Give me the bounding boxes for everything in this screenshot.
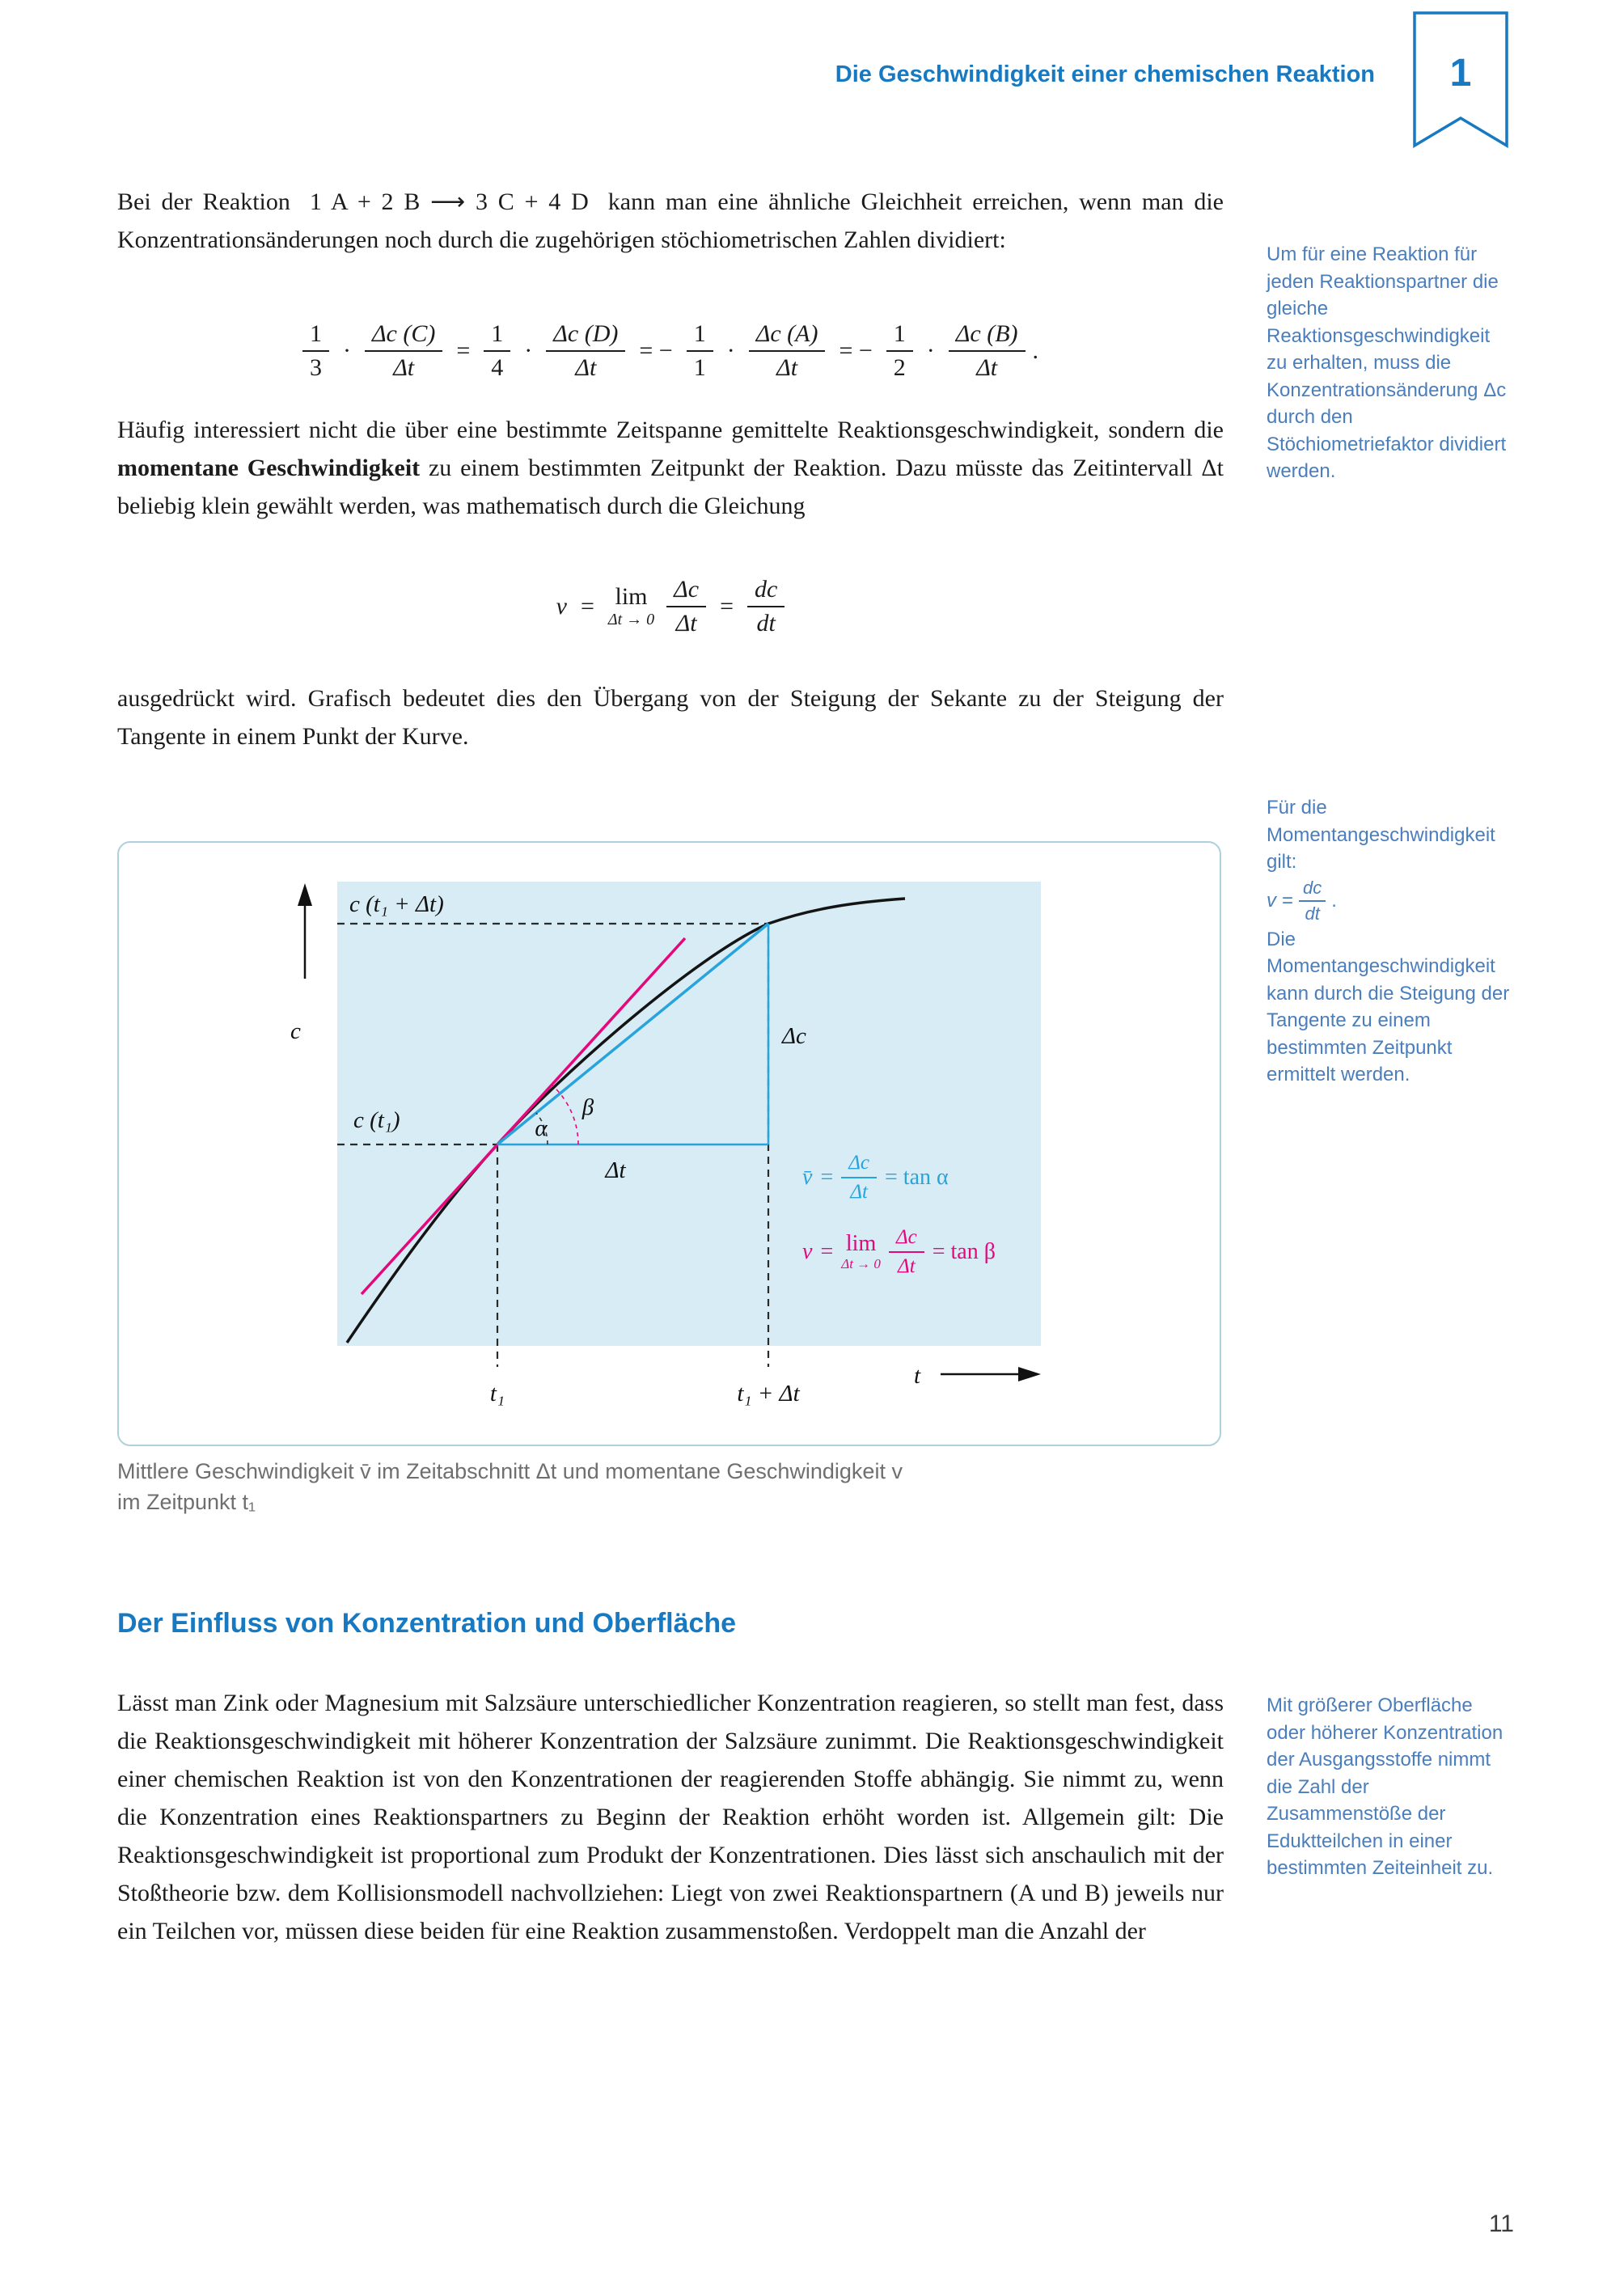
delta-fraction: $\frac{\Delta c}{\Delta t}$: [841, 1152, 877, 1203]
equals-sign: =: [820, 1164, 834, 1190]
y-axis-label: c: [290, 1018, 301, 1044]
label-beta: β: [582, 1094, 594, 1120]
figure-caption-line2: im Zeitpunkt t₁: [117, 1490, 256, 1514]
margin-note-momentary-velocity: [1267, 794, 1516, 1089]
limit-operator: lim Δt → 0: [607, 583, 655, 628]
delta-fraction: $\frac{\Delta c (C)}{\Delta t}$: [365, 320, 442, 381]
section-heading-konzentration-oberflaeche: Der Einfluss von Konzentration und Oberfläche: [117, 1608, 737, 1639]
equals-sign: =: [820, 1238, 834, 1264]
figure-caption: [117, 1456, 1224, 1517]
reaction-equation-inline: 1 A + 2 B ⟶ 3 C + 4 D: [309, 188, 589, 215]
concentration-time-plot: [119, 843, 1220, 1445]
label-delta-c: Δc: [782, 1023, 806, 1049]
equation-period: .: [1032, 336, 1039, 364]
paragraph-tangent: ausgedrückt wird. Grafisch bedeutet dies den Übergang von der Steigung der Sekante zu der Steigung der Tangente in einem Punkt der Kurve.: [117, 685, 1224, 750]
mean-velocity-equation: [802, 1152, 949, 1203]
label-delta-t: Δt: [605, 1157, 626, 1183]
equals-sign: =: [580, 592, 594, 620]
y-axis-arrowhead-icon: [298, 883, 312, 906]
figure-caption-line1: Mittlere Geschwindigkeit v̄ im Zeitabschnitt Δt und momentane Geschwindigkeit v: [117, 1459, 903, 1483]
paragraph-momentary: [117, 411, 1224, 525]
coefficient-fraction: $\frac{1}{2}$: [886, 320, 913, 381]
coefficient-fraction: $\frac{1}{4}$: [484, 320, 510, 381]
tan-alpha-term: = tan α: [885, 1164, 949, 1190]
margin-note-part2: Die Momentangeschwindigkeit kann durch die Steigung der Tangente zu einem bestimmten Zeitpunkt ermittelt werden.: [1267, 928, 1510, 1086]
delta-fraction: $\frac{\Delta c (A)}{\Delta t}$: [749, 320, 826, 381]
delta-fraction: $\frac{\Delta c}{\Delta t}$: [666, 576, 706, 637]
equals-sign: =: [456, 336, 471, 364]
multiplication-dot: ·: [342, 336, 351, 364]
limit-equation: [117, 576, 1224, 637]
multiplication-dot: ·: [926, 336, 935, 364]
tick-label-t1: t₁: [489, 1381, 505, 1407]
paragraph-momentary-part1: Häufig interessiert nicht die über eine bestimmte Zeitspanne gemittelte Reaktionsgeschwindigkeit, sondern die: [117, 417, 1224, 443]
equals-minus-sign: = −: [639, 336, 673, 364]
label-c-t1: c (t₁): [353, 1107, 400, 1133]
margin-note-formula: v = $\frac{dc}{dt}$ .: [1267, 877, 1337, 924]
chapter-bookmark-icon: [1412, 11, 1509, 150]
paragraph-momentary-part2: zu einem bestimmten Zeitpunkt der Reaktion. Dazu müsste das Zeitintervall Δt beliebig klein gewählt werden, was mathematisch durch die Gleichung: [117, 455, 1224, 519]
multiplication-dot: ·: [726, 336, 735, 364]
chapter-number: 1: [1449, 52, 1472, 95]
equals-minus-sign: = −: [839, 336, 873, 364]
margin-note-stoichiometry: Um für eine Reaktion für jeden Reaktionspartner die gleiche Reaktionsgeschwindigkeit zu erhalten, muss die Konzentrationsänderung Δc durch den Stöchiometriefaktor dividiert werden.: [1267, 243, 1507, 482]
paragraph-intro-part2: kann man eine ähnliche Gleichheit erreichen, wenn man die Konzentrationsänderungen noch durch die zugehörigen stöchiometrischen Zahlen dividiert:: [117, 188, 1224, 253]
delta-fraction: $\frac{\Delta c (B)}{\Delta t}$: [949, 320, 1026, 381]
paragraph-konzentration: Lässt man Zink oder Magnesium mit Salzsäure unterschiedlicher Konzentration reagieren, so stellt man fest, dass die Reaktionsgeschwindigkeit mit höherer Konzentration der Salzsäure zunimmt. Die Reaktionsgeschwindigkeit einer chemischen Reaktion ist von den Konzentrationen der reagierenden Stoffe abhängig. Sie nimmt zu, wenn die Konzentration eines Reaktionspartners zu Beginn der Reaktion erhöht worden ist. Allgemein gilt: Die Reaktionsgeschwindigkeit ist proportional zum Produkt der Konzentrationen. Dies lässt sich anschaulich mit der Stoßtheorie bzw. dem Kollisionsmodell nachvollziehen: Liegt von zwei Reaktionspartnern (A und B) jeweils nur ein Teilchen vor, müssen diese beiden für eine Reaktion zusammenstoßen. Verdoppelt man die Anzahl der: [117, 1690, 1224, 1944]
differential-fraction: $\frac{dc}{dt}$: [747, 576, 785, 637]
coefficient-fraction: $\frac{1}{3}$: [302, 320, 329, 381]
delta-fraction: $\frac{\Delta c (D)}{\Delta t}$: [546, 320, 625, 381]
margin-note-surface-concentration: Mit größerer Oberfläche oder höherer Konzentration der Ausgangsstoffe nimmt die Zahl der Zusammenstöße der Eduktteilchen in einer bestimmten Zeiteinheit zu.: [1267, 1694, 1503, 1879]
stoichiometry-equation: [117, 320, 1224, 381]
label-c-t1-dt: c (t₁ + Δt): [349, 891, 444, 917]
paragraph-intro-part1: Bei der Reaktion: [117, 188, 290, 215]
velocity-symbol: v: [556, 592, 567, 620]
x-axis-label: t: [914, 1363, 921, 1389]
multiplication-dot: ·: [524, 336, 533, 364]
figure-reaction-rate-graph: [117, 841, 1221, 1446]
equals-sign: =: [720, 592, 734, 620]
x-axis-arrowhead-icon: [1018, 1367, 1041, 1381]
tick-label-t1-dt: t₁ + Δt: [737, 1381, 800, 1407]
margin-note-part1: Für die Momentangeschwindigkeit gilt:: [1267, 797, 1495, 873]
paragraph-intro: [117, 183, 1224, 259]
page-number: 11: [1488, 2211, 1514, 2237]
momentane-geschwindigkeit-bold: momentane Geschwindigkeit: [117, 455, 421, 481]
label-alpha: α: [535, 1115, 548, 1141]
mean-velocity-symbol: v̄: [802, 1164, 813, 1190]
tan-beta-term: = tan β: [932, 1238, 996, 1264]
page-header-title: Die Geschwindigkeit einer chemischen Reaktion: [835, 61, 1375, 87]
velocity-symbol: v: [802, 1238, 813, 1264]
momentary-velocity-equation: [802, 1226, 996, 1277]
delta-fraction: $\frac{\Delta c}{\Delta t}$: [889, 1226, 924, 1277]
coefficient-fraction: $\frac{1}{1}$: [687, 320, 713, 381]
differential-fraction: $\frac{dc}{dt}$: [1299, 878, 1326, 924]
limit-operator: lim Δt → 0: [841, 1230, 881, 1272]
chapter-tab: [1412, 11, 1509, 150]
